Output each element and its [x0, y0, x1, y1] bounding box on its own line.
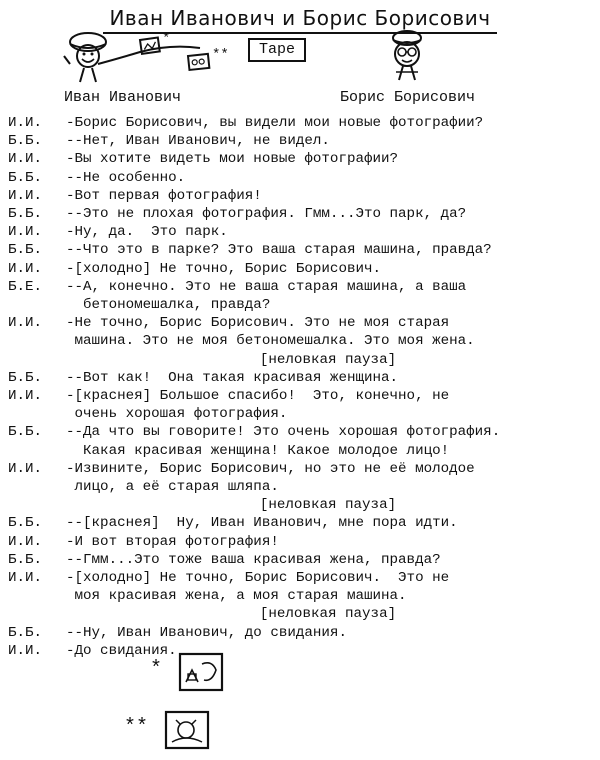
line-text: -Не точно, Борис Борисович. Это не моя старая: [66, 315, 450, 332]
photograph-icon: [124, 710, 210, 750]
speaker: [8, 296, 66, 314]
dialogue-line: [8, 260, 588, 278]
speaker: Б.Б.: [8, 424, 43, 441]
line-text: лицо, а её старая шляпа.: [66, 479, 279, 496]
dialogue-line: [8, 587, 588, 605]
dialogue-line: [8, 132, 588, 150]
dialogue-line: [8, 150, 588, 168]
line-text: -[холодно] Не точно, Борис Борисович.: [66, 260, 382, 277]
speaker: И.И.: [8, 224, 43, 241]
speaker: И.И.: [8, 642, 43, 659]
dialogue-line: [8, 223, 588, 241]
speaker: Б.Б.: [8, 169, 43, 186]
stage-direction: [неловкая пауза]: [259, 351, 397, 368]
speaker: И.И.: [8, 388, 43, 405]
footnote-mark: **: [124, 716, 149, 739]
speaker: [8, 587, 66, 605]
dialogue-line: [8, 624, 588, 642]
speaker: И.И.: [8, 187, 43, 204]
dialogue-line: [8, 405, 588, 423]
line-text: бетономешалка, правда?: [66, 297, 271, 314]
line-text: очень хорошая фотография.: [66, 406, 288, 423]
svg-text:**: **: [212, 47, 229, 63]
line-text: -[краснея] Большое спасибо! Это, конечно, не: [66, 388, 450, 405]
dialogue-line: [8, 278, 588, 296]
tape-label: Tape: [248, 38, 306, 62]
speaker: [8, 478, 66, 496]
line-text: --Гмм...Это тоже ваша красивая жена, правда?: [66, 551, 441, 568]
line-text: --Ну, Иван Иванович, до свидания.: [66, 624, 347, 641]
dialogue-line: [8, 551, 588, 569]
line-text: Какая красивая женщина! Какое молодое лицо!: [66, 442, 450, 459]
line-text: -Борис Борисович, вы видели мои новые фотографии?: [66, 115, 484, 131]
speaker: Б.Б.: [8, 624, 43, 641]
line-text: --Нет, Иван Иванович, не видел.: [66, 133, 330, 150]
dialogue-line: [8, 514, 588, 532]
line-text: -Извините, Борис Борисович, но это не её молодое: [66, 460, 475, 477]
line-text: -Ну, да. Это парк.: [66, 224, 228, 241]
speaker: И.И.: [8, 315, 43, 332]
photograph-icon: [150, 652, 224, 692]
line-text: -До свидания.: [66, 642, 177, 659]
line-text: --Не особенно.: [66, 169, 186, 186]
speaker: И.И.: [8, 533, 43, 550]
line-text: --Да что вы говорите! Это очень хорошая фотография.: [66, 424, 501, 441]
speaker: И.И.: [8, 460, 43, 477]
dialogue-line: [8, 569, 588, 587]
dialogue-line: [8, 387, 588, 405]
speaker: [8, 442, 66, 460]
footnote-mark: *: [150, 658, 163, 681]
dialogue-line: [8, 332, 588, 350]
line-text: моя красивая жена, а моя старая машина.: [66, 588, 407, 605]
dialogue: [8, 114, 588, 660]
svg-text:*: *: [162, 31, 171, 47]
line-text: --А, конечно. Это не ваша старая машина, а ваша: [66, 278, 467, 295]
speaker: И.И.: [8, 260, 43, 277]
line-text: -Вот первая фотография!: [66, 187, 262, 204]
speaker: [8, 332, 66, 350]
line-text: машина. Это не моя бетономешалка. Это моя жена.: [66, 333, 475, 350]
line-text: -[холодно] Не точно, Борис Борисович. Это не: [66, 570, 450, 587]
smiling-man-with-hat-icon: [60, 28, 250, 88]
dialogue-line: [8, 314, 588, 332]
character-name-left: Иван Иванович: [64, 89, 182, 106]
speaker: [8, 405, 66, 423]
dialogue-line: [8, 478, 588, 496]
speaker: Б.Б.: [8, 206, 43, 223]
speaker: И.И.: [8, 115, 43, 131]
dialogue-line: [8, 442, 588, 460]
dialogue-line: [8, 241, 588, 259]
speaker: Б.Б.: [8, 369, 43, 386]
line-text: --Что это в парке? Это ваша старая машина, правда?: [66, 242, 492, 259]
speaker: Б.Е.: [8, 278, 43, 295]
man-with-glasses-icon: [382, 28, 432, 88]
dialogue-line: [8, 205, 588, 223]
line-text: --Это не плохая фотография. Гмм...Это парк, да?: [66, 206, 467, 223]
line-text: -Вы хотите видеть мои новые фотографии?: [66, 151, 399, 168]
speaker: Б.Б.: [8, 551, 43, 568]
dialogue-line: [8, 533, 588, 551]
line-text: --[краснея] Ну, Иван Иванович, мне пора идти.: [66, 515, 458, 532]
dialogue-line: [8, 187, 588, 205]
speaker: И.И.: [8, 151, 43, 168]
character-name-right: Борис Борисович: [340, 89, 476, 106]
page-title: Иван Иванович и Борис Борисович: [0, 6, 600, 30]
stage-direction: [неловкая пауза]: [259, 497, 397, 514]
stage-direction: [неловкая пауза]: [259, 606, 397, 623]
line-text: -И вот вторая фотография!: [66, 533, 279, 550]
speaker: И.И.: [8, 570, 43, 587]
line-text: --Вот как! Она такая красивая женщина.: [66, 369, 399, 386]
dialogue-line: [8, 460, 588, 478]
speaker: Б.Б.: [8, 515, 43, 532]
dialogue-line: [8, 169, 588, 187]
speaker: Б.Б.: [8, 133, 43, 150]
speaker: Б.Б.: [8, 242, 43, 259]
dialogue-line: [8, 296, 588, 314]
dialogue-line: [8, 642, 588, 660]
dialogue-line: [8, 114, 588, 132]
dialogue-line: [8, 369, 588, 387]
dialogue-line: [8, 423, 588, 441]
